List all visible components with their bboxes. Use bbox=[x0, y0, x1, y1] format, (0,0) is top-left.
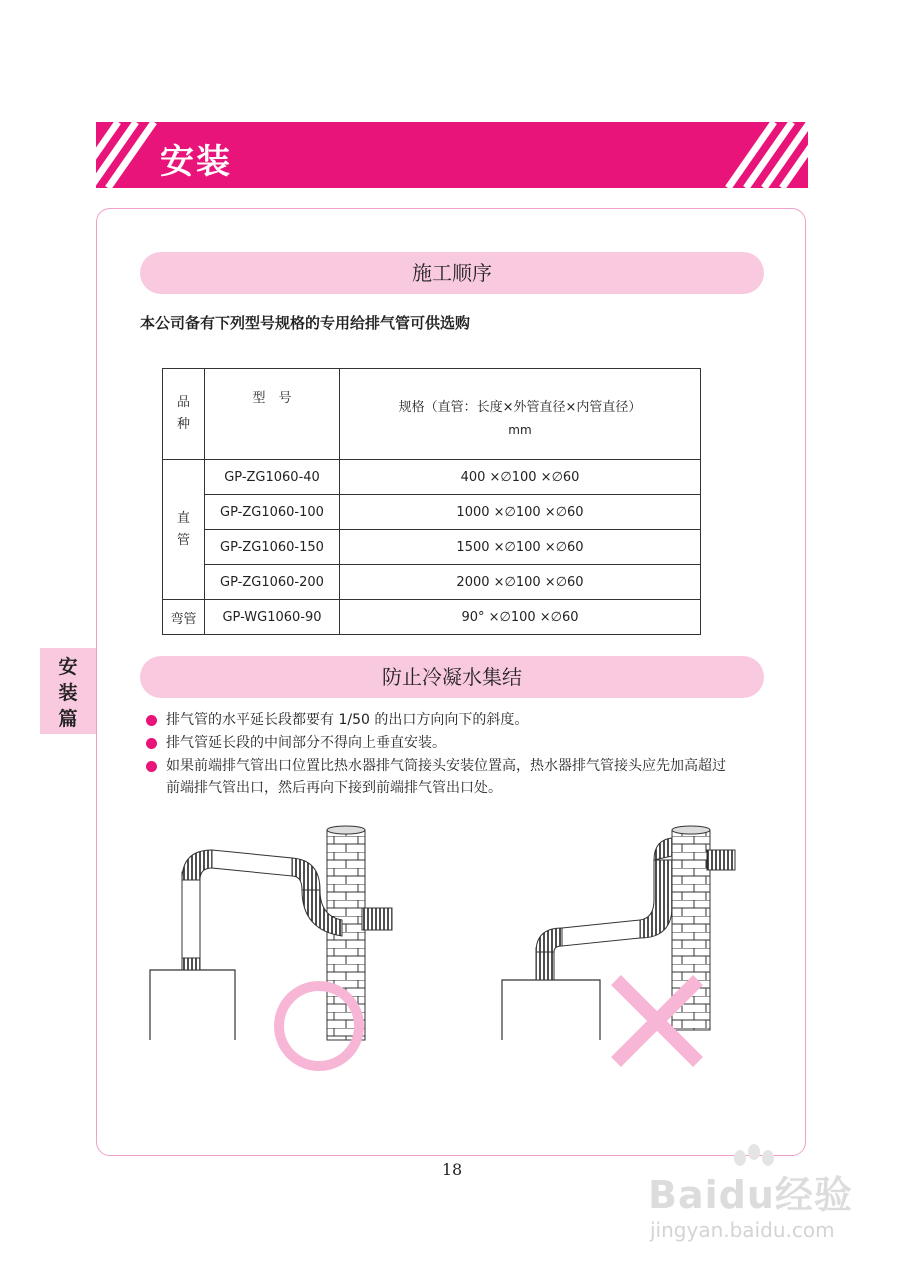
spec-cell: 400 ×∅100 ×∅60 bbox=[340, 460, 701, 495]
spec-table bbox=[162, 368, 701, 635]
section-title-construction-order: 施工顺序 bbox=[140, 252, 764, 294]
group-straight-pipe: 直 管 bbox=[163, 460, 205, 600]
model-cell: GP-ZG1060-100 bbox=[205, 495, 340, 530]
model-cell: GP-ZG1060-150 bbox=[205, 530, 340, 565]
model-cell: GP-ZG1060-200 bbox=[205, 565, 340, 600]
model-cell: GP-WG1060-90 bbox=[205, 600, 340, 635]
header-banner bbox=[96, 122, 808, 188]
table-row bbox=[163, 565, 701, 600]
bullet-dot-icon bbox=[146, 715, 157, 726]
watermark-url: jingyan.baidu.com bbox=[650, 1218, 835, 1242]
bullet-dot-icon bbox=[146, 761, 157, 772]
table-row bbox=[163, 460, 701, 495]
spec-cell: 1500 ×∅100 ×∅60 bbox=[340, 530, 701, 565]
table-row bbox=[163, 600, 701, 635]
bullet-dot-icon bbox=[146, 738, 157, 749]
page-title: 安装 bbox=[160, 142, 232, 182]
baidu-watermark bbox=[640, 1148, 880, 1268]
header-kind: 品 种 bbox=[163, 369, 205, 460]
header-spec: 规格（直管：长度×外管直径×内管直径） mm bbox=[340, 369, 701, 460]
table-header-row bbox=[163, 369, 701, 460]
spec-cell: 90° ×∅100 ×∅60 bbox=[340, 600, 701, 635]
side-tab-char: 装 bbox=[58, 682, 78, 704]
section-title-condensation: 防止冷凝水集结 bbox=[140, 656, 764, 698]
table-row bbox=[163, 530, 701, 565]
group-bend-pipe: 弯管 bbox=[163, 600, 205, 635]
table-row bbox=[163, 495, 701, 530]
watermark-logo: Baidu经验 bbox=[648, 1173, 853, 1217]
side-tab-char: 篇 bbox=[58, 708, 78, 730]
intro-text: 本公司备有下列型号规格的专用给排气管可供选购 bbox=[140, 314, 471, 332]
page-number: 18 bbox=[441, 1160, 463, 1179]
side-tab-char: 安 bbox=[58, 656, 78, 678]
incorrect-installation-diagram bbox=[502, 826, 735, 1062]
header-model: 型 号 bbox=[205, 369, 340, 460]
spec-cell: 2000 ×∅100 ×∅60 bbox=[340, 565, 701, 600]
side-tab-install bbox=[40, 648, 96, 734]
correct-installation-diagram bbox=[150, 826, 392, 1066]
installation-illustration bbox=[130, 820, 780, 1080]
water-heater-left bbox=[150, 970, 235, 1040]
spec-cell: 1000 ×∅100 ×∅60 bbox=[340, 495, 701, 530]
water-heater-right bbox=[502, 980, 600, 1040]
model-cell: GP-ZG1060-40 bbox=[205, 460, 340, 495]
